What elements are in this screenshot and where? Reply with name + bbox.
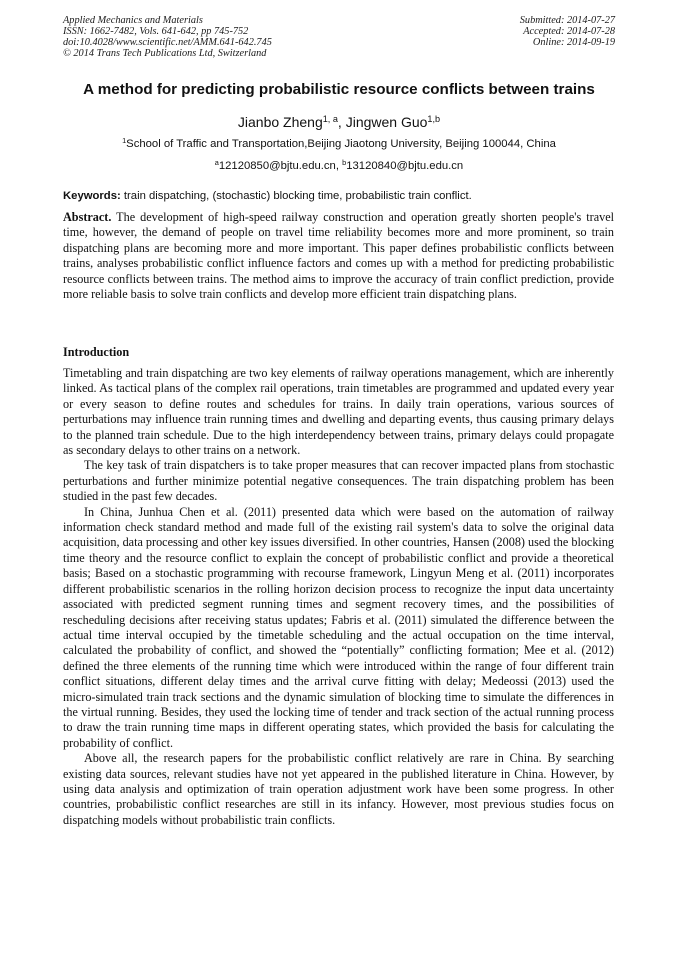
keywords-text: train dispatching, (stochastic) blocking time, probabilistic train conflict. [120, 190, 472, 202]
author-name: Jianbo Zheng [237, 114, 323, 130]
keywords-label: Keywords: [63, 190, 121, 202]
email-address[interactable]: 12120850@bjtu.edu.cn [218, 160, 336, 172]
affiliation-mark: 1 [122, 136, 127, 146]
email-line [0, 159, 678, 174]
submitted-date: Submitted: 2014-07-27 [519, 15, 615, 26]
paragraph: In China, Junhua Chen et al. (2011) presented data which were based on the automation of railway information check standard method and made full of the existing rail system's data to solve the original data acquisition, data processing and other key issues diversified. In other countries, Hansen (2008) used the blocking time theory and the resource conflict to explain the concept of probabilistic conflict and provide a theoretical basis; Based on a stochastic programming with recourse framework, Lingyun Meng et al. (2011) incorporates different probabilistic scenarios in the rolling horizon decision process to recognize the input data uncertainty associated with predicted segment running times and segment recovery times, and the possibilities of rescheduling decisions after receiving status updates; Fabris et al. (2011) simulated the difference between the actual time interval occupied by the timetable scheduling and the actual occupation on the time interval, calculated the probability of conflict, and showed the “potentially” conflicting formation; Mee et al. (2012) defined the three elements of the running time which were introduced within the range of four different train conflict situations, different delay times and the arrival curve fitting with delay; Medeossi (2013) used the micro-simulated train track sections and the dynamic simulation of blocking time to simulate the differences in the virtual running. Besides, they used the locking time of tender and track section of the actual running process to draw the train running time maps in different operating states, which provided the basis for calculating the probability of conflict. [63, 504, 615, 750]
abstract [63, 210, 614, 302]
email-separator: , [335, 160, 343, 172]
paragraph: The key task of train dispatchers is to take proper measures that can recover impacted plans from stochastic perturbations and further minimize potential negative consequences. The train dispatching problem has been studied in the past few decades. [63, 458, 614, 504]
paragraph: Above all, the research papers for the probabilistic conflict relatively are rare in China. By searching existing data sources, relevant studies have not yet appeared in the published literature in China. However, by using data analysis and optimization of train operation adjustment work have been some progress. In other countries, probabilistic conflict researches are still in its infancy. However, most previous studies focus on dispatching models without probabilistic train conflicts. [63, 751, 614, 827]
email-mark: a [214, 158, 219, 168]
author-name: Jingwen Guo [345, 114, 428, 130]
email-address[interactable]: 13120840@bjtu.edu.cn [346, 160, 464, 172]
online-date: Online: 2014-09-19 [532, 36, 615, 48]
paper-title: A method for predicting probabilistic resource conflicts between trains [83, 81, 595, 98]
paragraph: Timetabling and train dispatching are two key elements of railway operations management, which are inherently linked. As tactical plans of the complex rail operations, train timetables are programmed and updated every year or every season to define routes and schedules for trains. In daily train operations, various sources of perturbations may influence train running times and dwelling and departing events, thus causing primary delays to the planned train schedule. Due to the high interdependency between trains, primary delays could propagate as secondary delays to other trains on a network. [63, 366, 614, 458]
accepted-date: Accepted: 2014-07-28 [523, 25, 615, 37]
introduction-body [63, 366, 614, 828]
journal-name: Applied Mechanics and Materials [63, 15, 203, 26]
section-heading-introduction: Introduction [63, 345, 130, 359]
author-affil-mark: 1, a [322, 114, 338, 125]
copyright-line: © 2014 Trans Tech Publications Ltd, Switzerland [63, 47, 267, 59]
affiliation-text: School of Traffic and Transportation,Beijing Jiaotong University, Beijing 100044, China [126, 138, 556, 150]
affiliation [0, 137, 678, 152]
author-line [0, 113, 678, 131]
abstract-text: The development of high-speed railway construction and operation greatly shorten people's travel time, however, the demand of people on travel time reliability becomes more and more prominent, so train dispatching plans are becoming more and more important. This paper defines probabilistic conflicts between trains, analyses probabilistic conflict influence factors and comes up with a method for predicting probabilistic resource conflicts between trains. The method aims to improve the accuracy of train conflict prediction, provide more reliable basis to solve train conflicts and develop more efficient train dispatching plans. [63, 210, 614, 302]
author-separator: , [337, 114, 346, 130]
publication-dates [520, 16, 615, 49]
author-affil-mark: 1,b [427, 114, 441, 125]
journal-info [63, 16, 272, 60]
keywords [63, 189, 623, 204]
email-mark: b [342, 158, 347, 168]
issn-line: ISSN: 1662-7482, Vols. 641-642, pp 745-752 [63, 25, 249, 37]
abstract-label: Abstract. [63, 210, 112, 224]
doi-line: doi:10.4028/www.scientific.net/AMM.641-642.745 [63, 36, 272, 48]
